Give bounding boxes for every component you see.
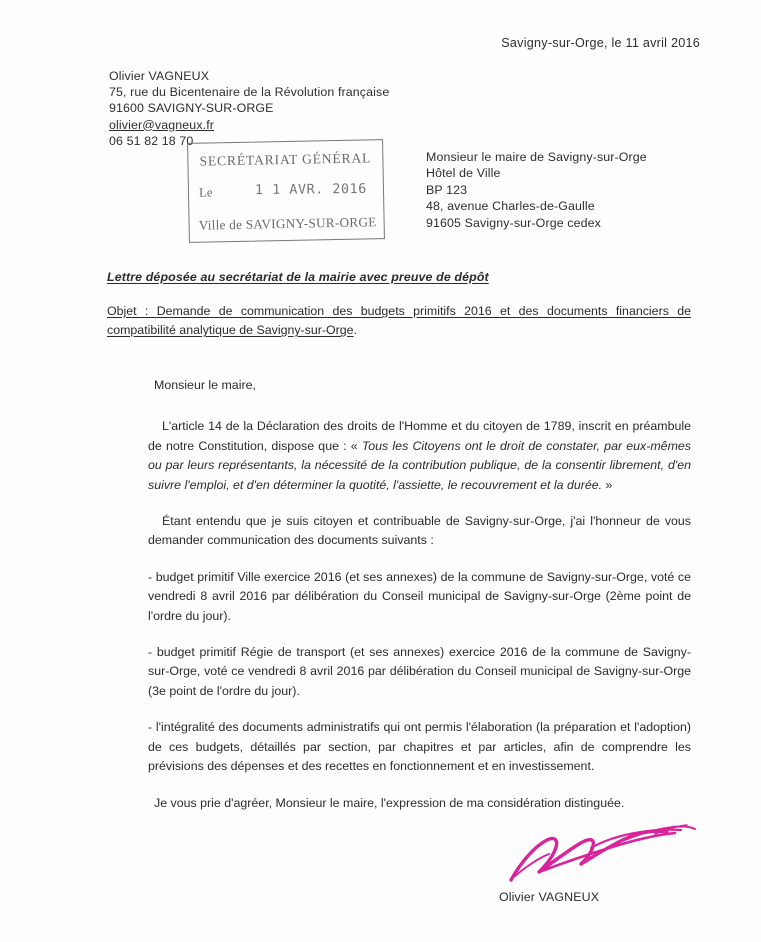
recipient-address-block: [426, 149, 647, 231]
article-close: »: [602, 477, 613, 492]
stamp-le-label: Le: [198, 185, 213, 200]
recipient-line-3: BP 123: [426, 182, 468, 197]
subject-trailing: .: [353, 323, 358, 337]
article-quote: Tous les Citoyens ont le droit de constater, par eux-mêmes ou par leurs représentants, la nécessité de la contribution publique, de la consentir librement, d'en suivre l'emploi, et d'en déterminer la quotité, l'assiette, le recouvrement et la durée.: [148, 438, 691, 492]
sender-email[interactable]: olivier@vagneux.fr: [109, 117, 215, 132]
body-item-2: - budget primitif Régie de transport (et ses annexes) exercice 2016 de la commune de Savigny-sur-Orge, voté ce vendredi 8 avril 2016 par délibération du Conseil municipal de Savigny-sur-Orge (3e point de l'ordre du jour).: [148, 645, 691, 698]
article-intro: L'article 14 de la Déclaration des droits de l'Homme et du citoyen de 1789, inscrit en préambule de notre Constitution, dispose que : «: [148, 419, 691, 453]
body-paragraph-article: [148, 417, 691, 495]
subject-label: Objet :: [107, 304, 149, 318]
sender-street: 75, rue du Bicentenaire de la Révolution française: [109, 85, 390, 100]
body-item-3: - l'intégralité des documents administratifs qui ont permis l'élaboration (la préparation et l'adoption) de ces budgets, détaillés par section, par chapitres et par articles, afin de comprendre les prévisions des dépenses et des recettes en fonctionnement et en investissement.: [148, 720, 691, 774]
body-greeting: Monsieur le maire,: [154, 378, 256, 392]
stamp-title: SECRÉTARIAT GÉNÉRAL: [199, 150, 372, 169]
recipient-line-5: 91605 Savigny-sur-Orge cedex: [426, 215, 601, 230]
letter-body: [148, 376, 691, 813]
stamp-date: 1 1 AVR. 2016: [254, 181, 367, 199]
sender-city: 91600 SAVIGNY-SUR-ORGE: [109, 101, 274, 116]
sender-name: Olivier VAGNEUX: [109, 69, 210, 83]
body-item-1: - budget primitif Ville exercice 2016 (et ses annexes) de la commune de Savigny-sur-Orge, voté ce vendredi 8 avril 2016 par délibération du Conseil municipal de Savigny-sur-Orge (2ème point de l'ordre du jour).: [148, 569, 691, 623]
delivery-notice: Lettre déposée au secrétariat de la mairie avec preuve de dépôt: [107, 270, 489, 284]
subject-text: Demande de communication des budgets primitifs 2016 et des documents financiers de compatibilité analytique de Savigny-sur-Orge: [107, 304, 691, 337]
recipient-line-4: 48, avenue Charles-de-Gaulle: [426, 199, 595, 214]
stamp-city: Ville de SAVIGNY-SUR-ORGE: [198, 214, 377, 233]
body-paragraph-request: Étant entendu que je suis citoyen et contribuable de Savigny-sur-Orge, j'ai l'honneur de vous demander communication des documents suivants :: [148, 514, 691, 548]
recipient-line-1: Monsieur le maire de Savigny-sur-Orge: [426, 150, 647, 164]
body-closing: Je vous prie d'agréer, Monsieur le maire, l'expression de ma considération distinguée.: [154, 795, 625, 810]
sender-address-block: [109, 68, 389, 149]
signer-name: Olivier VAGNEUX: [499, 890, 600, 904]
handwritten-signature: [505, 818, 700, 890]
reception-stamp: [187, 139, 385, 243]
sender-phone: 06 51 82 18 70: [109, 133, 194, 148]
subject-line: [107, 302, 691, 340]
recipient-line-2: Hôtel de Ville: [426, 166, 501, 181]
date-line: Savigny-sur-Orge, le 11 avril 2016: [501, 36, 700, 50]
